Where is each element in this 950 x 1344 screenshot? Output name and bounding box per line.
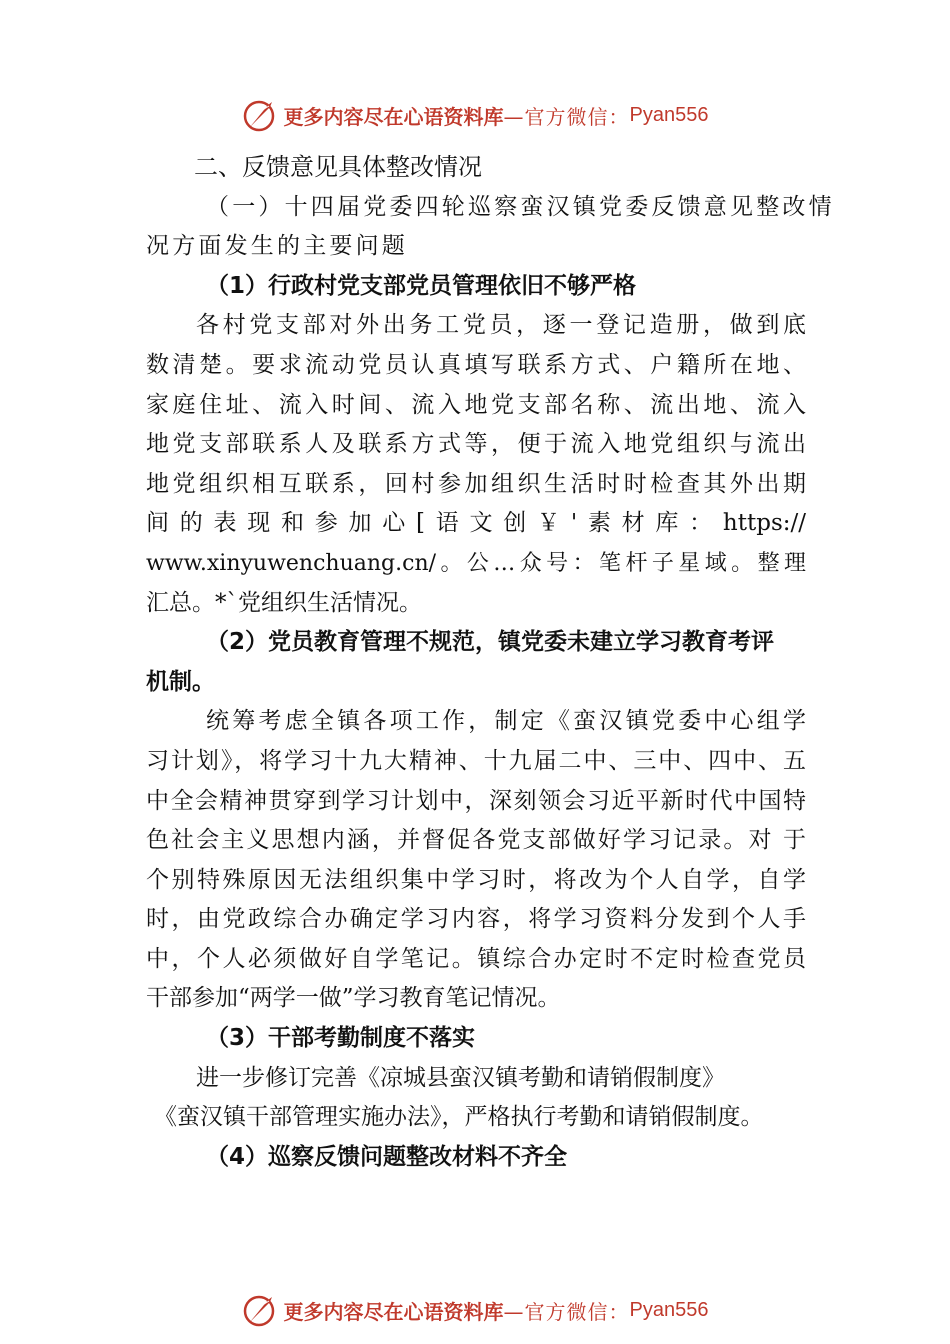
paragraph-line: 《蛮汉镇干部管理实施办法》，严格执行考勤和请销假制度。	[154, 1104, 764, 1131]
item-2-title: 机制。	[146, 668, 215, 695]
banner-wechat-label: —官方微信：	[503, 1299, 630, 1324]
footer-banner	[0, 1290, 950, 1330]
item-2-title: （2）党员教育管理不规范，镇党委未建立学习教育考评	[206, 629, 775, 656]
banner-wechat-id: Pyan556	[629, 1298, 709, 1321]
quill-logo-icon	[242, 1292, 278, 1328]
paragraph-line: 地党支部联系人及联系方式等，便于流入地党组织与流出	[146, 431, 806, 458]
paragraph-line: 习计划》，将学习十九大精神、十九届二中、三中、四中、五	[146, 747, 806, 774]
quill-logo-icon	[242, 97, 278, 133]
paragraph-line: 中，个人必须做好自学笔记。镇综合办定时不定时检查党员	[146, 945, 806, 972]
banner-wechat-label: —官方微信：	[503, 104, 630, 129]
paragraph-line: 各村党支部对外出务工党员，逐一登记造册，做到底	[196, 312, 806, 339]
section-title-line: 况方面发生的主要问题	[146, 233, 408, 260]
paragraph-line: 进一步修订完善《凉城县蛮汉镇考勤和请销假制度》	[196, 1064, 725, 1091]
item-3-title: （3）干部考勤制度不落实	[206, 1025, 476, 1052]
paragraph-line: 干部参加“两学一做”学习教育笔记情况。	[146, 985, 561, 1012]
paragraph-line: 家庭住址、流入时间、流入地党支部名称、流出地、流入	[146, 391, 806, 418]
document-body	[146, 148, 835, 1177]
item-4-title: （4）巡察反馈问题整改材料不齐全	[206, 1143, 568, 1170]
header-banner	[0, 95, 950, 135]
paragraph-line: 时，由党政综合办确定学习内容，将学习资料分发到个人手	[146, 906, 806, 933]
banner-wechat-id: Pyan556	[629, 103, 709, 126]
paragraph-line: 中全会精神贯穿到学习计划中，深刻领会习近平新时代中国特	[146, 787, 806, 814]
item-1-title: （1）行政村党支部党员管理依旧不够严格	[206, 272, 637, 299]
paragraph-line: 汇总。*`党组织生活情况。	[146, 589, 422, 616]
paragraph-line: 数清楚。要求流动党员认真填写联系方式、户籍所在地、	[146, 351, 806, 378]
paragraph-line: www.xinyuwenchuang.cn/。公…众号：笔杆子星域。整理	[146, 550, 806, 576]
paragraph-line: 色社会主义思想内涵，并督促各党支部做好学习记录。对 于	[146, 827, 806, 854]
section-heading: 二、反馈意见具体整改情况	[194, 153, 482, 181]
paragraph-line: 个别特殊原因无法组织集中学习时，将改为个人自学，自学	[146, 866, 806, 893]
paragraph-line: 地党组织相互联系，回村参加组织生活时时检查其外出期	[146, 470, 806, 497]
banner-main-text: 更多内容尽在心语资料库	[283, 1299, 504, 1324]
banner-main-text: 更多内容尽在心语资料库	[283, 104, 504, 129]
paragraph-line: 间的表现和参加心[语文创￥'素材库：https://	[146, 510, 806, 537]
section-title-line: （一）十四届党委四轮巡察蛮汉镇党委反馈意见整改情	[206, 193, 835, 220]
paragraph-line: 统筹考虑全镇各项工作，制定《蛮汉镇党委中心组学	[206, 708, 806, 735]
